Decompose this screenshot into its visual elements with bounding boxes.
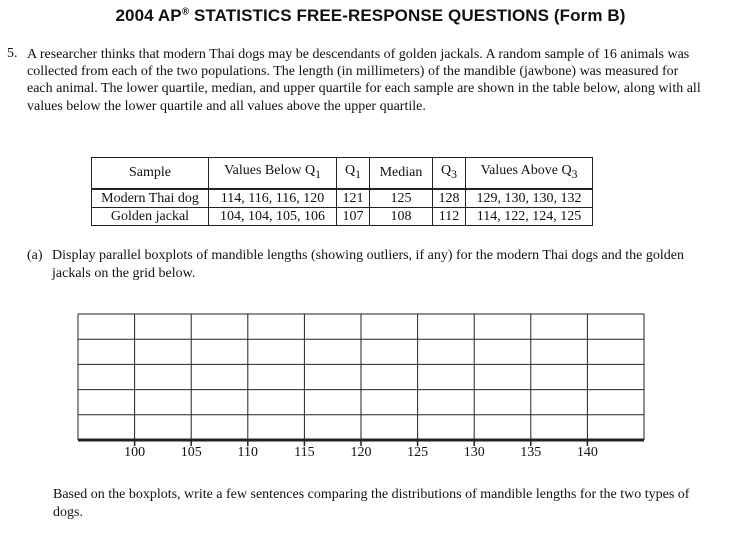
part-a-label: (a) (27, 248, 43, 263)
header-title-suffix: STATISTICS FREE-RESPONSE QUESTIONS (Form B) (189, 6, 626, 25)
cell-q3: 112 (433, 207, 466, 225)
cell-median: 125 (370, 189, 433, 208)
axis-tick-label: 120 (350, 445, 372, 460)
header-values-below-text: Values Below Q (224, 163, 316, 178)
axis-tick-label: 140 (576, 445, 598, 460)
cell-q1: 107 (337, 207, 370, 225)
header-q3-text: Q (441, 163, 452, 178)
question-number: 5. (7, 46, 18, 61)
axis-tick-label: 105 (180, 445, 202, 460)
cell-median: 108 (370, 207, 433, 225)
axis-tick-label: 100 (124, 445, 146, 460)
header-values-above-sub: 3 (571, 167, 578, 181)
registered-mark: ® (181, 6, 190, 18)
axis-tick-label: 115 (294, 445, 315, 460)
header-values-above-text: Values Above Q (480, 163, 572, 178)
cell-below: 114, 116, 116, 120 (209, 189, 337, 208)
header-q1-text: Q (345, 163, 356, 178)
cell-q1: 121 (337, 189, 370, 208)
cell-sample: Modern Thai dog (92, 189, 209, 208)
part-a-text: Display parallel boxplots of mandible lengths (showing outliers, if any) for the modern Thai dogs and the golden jackals on the grid below. (52, 248, 684, 281)
cell-sample: Golden jackal (92, 207, 209, 225)
cell-above: 129, 130, 130, 132 (466, 189, 593, 208)
header-median: Median (370, 158, 433, 189)
header-q1-sub: 1 (355, 167, 361, 181)
question-prompt: A researcher thinks that modern Thai dogs may be descendants of golden jackals. A random sample of 16 animals was collected from each of the two populations. The length (in millimeters) of the mandible (jawbone) was measured for each animal. The lower quartile, median, and upper quartile for each sample are shown in the table below, along with all values below the lower quartile and all values above the upper quartile. (27, 47, 701, 114)
axis-tick-label: 135 (520, 445, 542, 460)
header-title-prefix: 2004 AP (115, 6, 182, 25)
cell-above: 114, 122, 124, 125 (466, 207, 593, 225)
final-prompt: Based on the boxplots, write a few sentences comparing the distributions of mandible lengths for the two types of dogs. (53, 487, 690, 520)
axis-tick-label: 130 (463, 445, 485, 460)
header-q3-sub: 3 (451, 167, 457, 181)
axis-tick-label: 110 (237, 445, 259, 460)
axis-tick-label: 125 (407, 445, 429, 460)
header-values-below-sub: 1 (315, 167, 321, 181)
cell-q3: 128 (433, 189, 466, 208)
header-sample: Sample (92, 158, 209, 189)
cell-below: 104, 104, 105, 106 (209, 207, 337, 225)
